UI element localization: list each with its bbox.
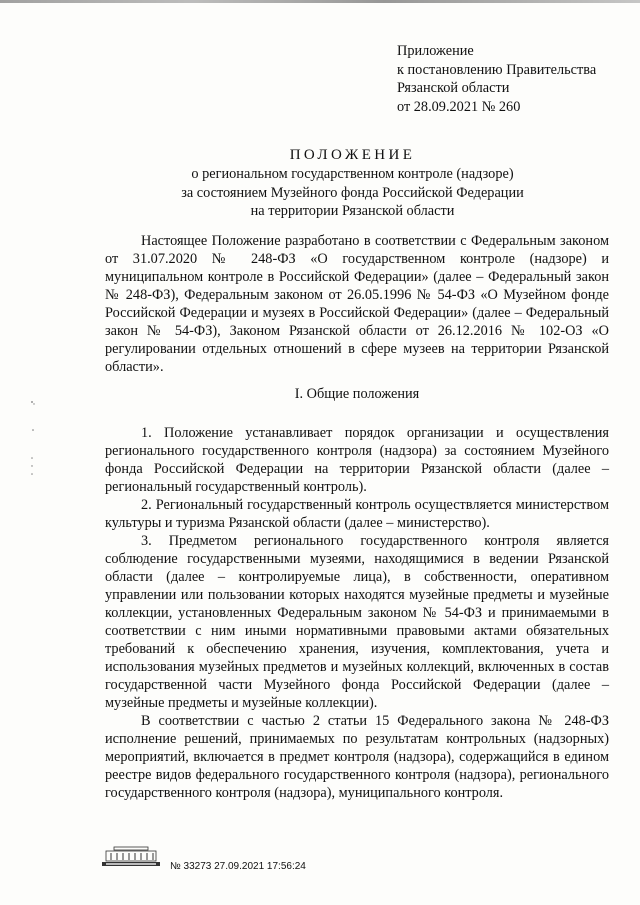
- section-heading: I. Общие положения: [294, 386, 420, 402]
- intro-paragraph: Настоящее Положение разработано в соответствии с Федеральным законом от 31.07.2020 № 248-ФЗ «О государственном контроле (надзоре) и муниципальном контроле в Российской Федерации» (далее – Федеральный закон № 248-ФЗ), Федеральным законом от 26.05.1996 № 54-ФЗ «О Музейном фонде Российской Федерации и музеях в Российской Федерации» (далее – Федеральный закон № 54-ФЗ), Законом Рязанской области от 26.12.2016 № 102-ОЗ «О регулировании отдельных отношений в сфере музеев на территории Рязанской области».: [105, 233, 609, 375]
- section-body: [105, 424, 609, 802]
- document-title: [100, 146, 605, 221]
- registration-number: № 33273 27.09.2021 17:56:24: [170, 861, 306, 872]
- annex-line: от 28.09.2021 № 260: [397, 98, 521, 115]
- scan-edge: [0, 0, 640, 3]
- title-main: ПОЛОЖЕНИЕ: [289, 147, 416, 163]
- footer: [100, 845, 400, 875]
- title-subline: о региональном государственном контроле (надзоре): [191, 166, 514, 183]
- scan-margin-marks: [28, 396, 38, 486]
- clause-3: 3. Предметом регионального государственного контроля является соблюдение государственными музеями, находящимися в ведении Рязанской области (далее – контролируемые лица), в собственности, оперативном управлении или пользовании которых находятся музейные предметы и музейные коллекции, установленных Федеральным законом № 54-ФЗ и принимаемыми в соответствии с ним иными нормативными правовыми актами обязательных требований к обеспечению хранения, изучения, комплектования, учета и использования музейных предметов и музейных коллекций, включенных в состав государственной части Музейного фонда Российской Федерации (далее – музейные предметы и музейные коллекции).: [105, 533, 609, 711]
- clause-1: 1. Положение устанавливает порядок организации и осуществления регионального государственного контроля (надзора) за состоянием Музейного фонда Российской Федерации на территории Рязанской области (далее – региональный государственный контроль).: [105, 425, 609, 495]
- title-subline: на территории Рязанской области: [250, 203, 455, 220]
- intro-section: [105, 232, 609, 376]
- clause-3-continuation: В соответствии с частью 2 статьи 15 Федерального закона № 248-ФЗ исполнение решений, принимаемых по результатам контрольных (надзорных) мероприятий, включается в предмет контроля (надзора), содержащийся в едином реестре видов федерального государственного контроля (надзора), регионального государственного контроля (надзора), муниципального контроля.: [105, 713, 609, 801]
- annex-line: Рязанской области: [397, 80, 510, 97]
- annex-block: [397, 42, 632, 116]
- registry-stamp-icon: [100, 845, 162, 869]
- clause-2: 2. Региональный государственный контроль осуществляется министерством культуры и туризма Рязанской области (далее – министерство).: [105, 497, 609, 531]
- title-subline: за состоянием Музейного фонда Российской Федерации: [181, 184, 524, 201]
- annex-line: Приложение: [397, 43, 474, 59]
- annex-line: к постановлению Правительства: [397, 61, 597, 78]
